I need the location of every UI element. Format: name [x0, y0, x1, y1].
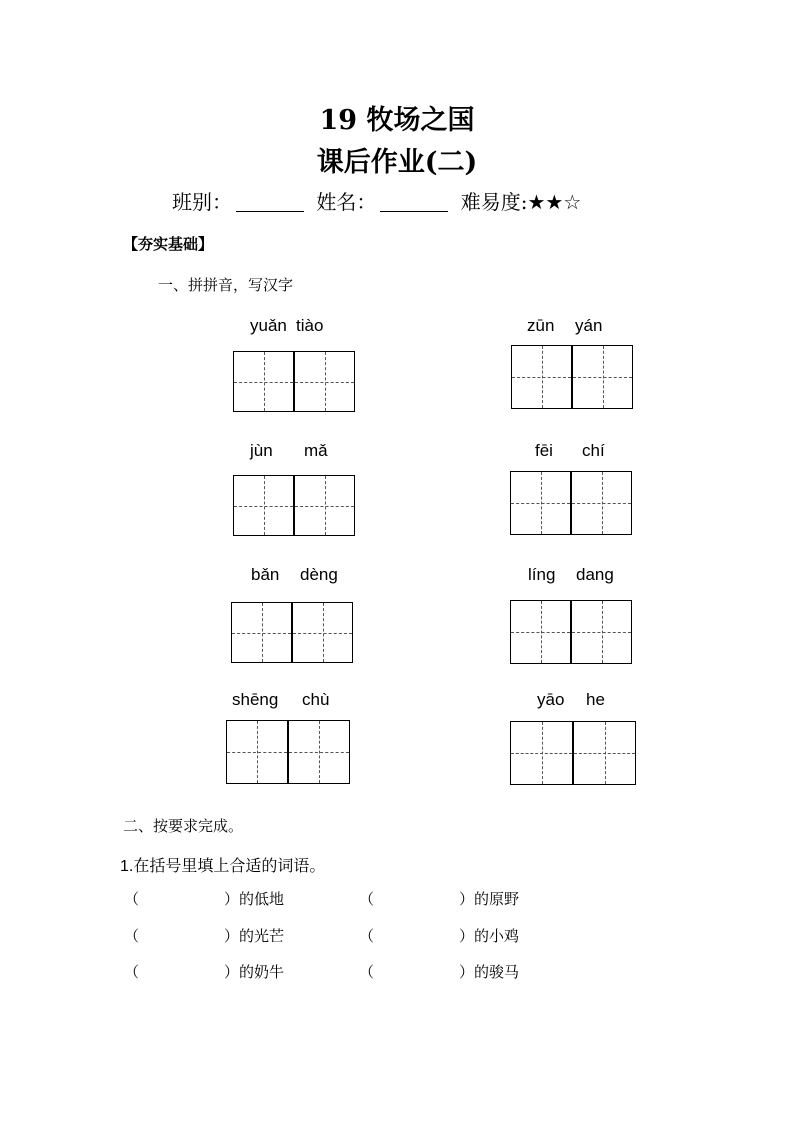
pinyin-label — [537, 690, 605, 710]
close-paren: ） — [459, 963, 475, 981]
open-paren: （ — [359, 927, 375, 945]
sub-question-1 — [120, 853, 325, 876]
answer-blank[interactable] — [124, 888, 224, 909]
character-box[interactable] — [510, 721, 573, 785]
fill-blank-item — [359, 925, 519, 946]
fill-blank-suffix: 的光芒 — [239, 927, 285, 945]
open-paren: （ — [359, 890, 375, 908]
pinyin-syllable: yāo — [537, 690, 565, 709]
character-box[interactable] — [571, 471, 632, 535]
writing-grid — [510, 471, 632, 535]
open-paren: （ — [124, 890, 140, 908]
character-box[interactable] — [233, 475, 294, 536]
writing-grid — [511, 345, 633, 409]
worksheet-subtitle: 课后作业(二) — [316, 147, 478, 178]
character-box[interactable] — [231, 602, 292, 663]
pinyin-syllable: bǎn — [251, 565, 280, 584]
pinyin-syllable: he — [586, 690, 605, 709]
answer-blank[interactable] — [359, 961, 459, 982]
section-tag: 【夯实基础】 — [123, 235, 214, 253]
open-paren: （ — [124, 927, 140, 945]
pinyin-syllable: chí — [582, 441, 605, 460]
fill-blank-item — [359, 888, 519, 909]
pinyin-syllable: fēi — [535, 441, 553, 460]
name-blank[interactable] — [380, 191, 448, 212]
character-box[interactable] — [294, 475, 355, 536]
character-box[interactable] — [571, 600, 632, 664]
pinyin-label — [232, 690, 329, 710]
pinyin-label — [527, 316, 602, 336]
pinyin-syllable: tiào — [296, 316, 324, 335]
fill-blank-suffix: 的低地 — [239, 890, 285, 908]
difficulty-label: 难易度: — [460, 190, 528, 214]
character-box[interactable] — [573, 721, 636, 785]
close-paren: ） — [459, 890, 475, 908]
open-paren: （ — [124, 963, 140, 981]
writing-grid — [233, 351, 355, 412]
character-box[interactable] — [510, 471, 571, 535]
pinyin-syllable: dang — [576, 565, 614, 584]
pinyin-syllable: dèng — [300, 565, 338, 584]
name-label: 姓名： — [316, 190, 377, 214]
fill-blank-suffix: 的奶牛 — [239, 963, 285, 981]
character-box[interactable] — [288, 720, 350, 784]
answer-blank[interactable] — [124, 925, 224, 946]
pinyin-syllable: shēng — [232, 690, 279, 709]
pinyin-syllable: mǎ — [304, 441, 328, 460]
worksheet-title: 19 牧场之国 — [319, 105, 475, 136]
character-box[interactable] — [510, 600, 571, 664]
close-paren: ） — [224, 890, 240, 908]
fill-blank-item — [124, 925, 284, 946]
section-2-heading: 二、按要求完成。 — [123, 817, 244, 835]
character-box[interactable] — [292, 602, 353, 663]
character-box[interactable] — [511, 345, 572, 409]
writing-grid — [231, 602, 353, 663]
close-paren: ） — [459, 927, 475, 945]
fill-blank-item — [359, 961, 519, 982]
open-paren: （ — [359, 963, 375, 981]
pinyin-label — [250, 441, 328, 461]
pinyin-syllable: yuǎn — [250, 316, 287, 335]
writing-grid — [226, 720, 350, 784]
pinyin-label — [251, 565, 338, 585]
fill-blank-suffix: 的原野 — [474, 890, 520, 908]
pinyin-syllable: yán — [575, 316, 603, 335]
pinyin-syllable: líng — [528, 565, 556, 584]
answer-blank[interactable] — [359, 925, 459, 946]
pinyin-syllable: chù — [302, 690, 330, 709]
question-1-heading: 一、拼拼音，写汉字 — [158, 276, 294, 294]
character-box[interactable] — [233, 351, 294, 412]
pinyin-label — [535, 441, 605, 461]
character-box[interactable] — [226, 720, 288, 784]
pinyin-syllable: zūn — [527, 316, 555, 335]
pinyin-label — [528, 565, 614, 585]
sub-question-text: 在括号里填上合适的词语。 — [133, 856, 326, 875]
close-paren: ） — [224, 963, 240, 981]
writing-grid — [510, 721, 636, 785]
sub-question-number: 1. — [120, 858, 134, 875]
close-paren: ） — [224, 927, 240, 945]
answer-blank[interactable] — [359, 888, 459, 909]
difficulty-stars: ★★☆ — [527, 190, 582, 214]
writing-grid — [233, 475, 355, 536]
fill-blank-suffix: 的小鸡 — [474, 927, 520, 945]
pinyin-syllable: jùn — [250, 441, 273, 460]
student-info-line — [172, 186, 581, 215]
class-blank[interactable] — [236, 191, 304, 212]
pinyin-label — [250, 316, 323, 336]
fill-blank-item — [124, 888, 284, 909]
writing-grid — [510, 600, 632, 664]
fill-blank-item — [124, 961, 284, 982]
character-box[interactable] — [572, 345, 633, 409]
class-label: 班别： — [172, 190, 232, 214]
character-box[interactable] — [294, 351, 355, 412]
answer-blank[interactable] — [124, 961, 224, 982]
fill-blank-suffix: 的骏马 — [474, 963, 520, 981]
